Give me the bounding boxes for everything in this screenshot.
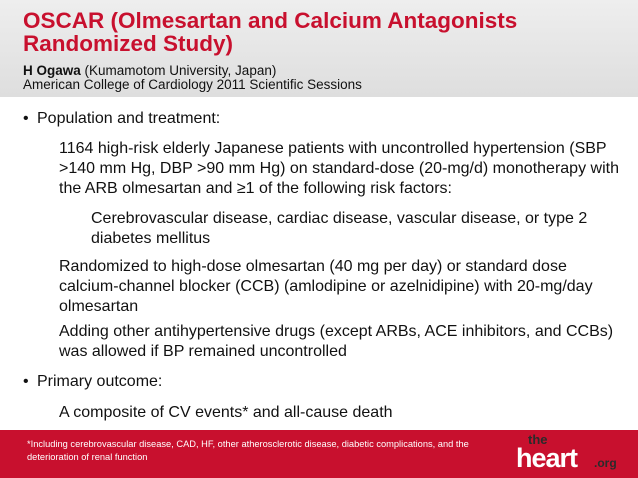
author-affiliation: (Kumamotom University, Japan) — [84, 63, 277, 78]
bullet-text: Primary outcome: — [37, 373, 163, 390]
author-line — [23, 63, 276, 78]
slide-title: OSCAR (Olmesartan and Calcium Antagonists Randomized Study) — [23, 8, 518, 56]
theheart-org-logo — [516, 432, 628, 476]
author-name: H Ogawa — [23, 63, 81, 78]
primary-outcome-paragraph: A composite of CV events* and all-cause death — [59, 404, 393, 421]
bullet-dot: • — [23, 373, 29, 390]
bullet-text: Population and treatment: — [37, 110, 221, 127]
bullet-primary-outcome — [23, 372, 162, 392]
randomization-paragraph: Randomized to high-dose olmesartan (40 mg per day) or standard dose calcium-channel blocker (CCB) (amlodipine or azelnidipine) with 20-mg/day olmesartan — [59, 258, 593, 315]
logo-heart: heart — [516, 443, 578, 473]
logo-org: .org — [594, 456, 617, 470]
slide-footer — [0, 430, 638, 478]
additional-drugs-paragraph: Adding other antihypertensive drugs (except ARBs, ACE inhibitors, and CCBs) was allowed if BP remained uncontrolled — [59, 323, 614, 360]
bullet-population — [23, 109, 220, 129]
footnote: *Including cerebrovascular disease, CAD, HF, other atherosclerotic disease, diabetic complications, and the deterioration of renal function — [27, 439, 469, 462]
bullet-dot: • — [23, 110, 29, 127]
conference-name: American College of Cardiology 2011 Scientific Sessions — [23, 77, 362, 92]
slide-header — [0, 0, 638, 97]
population-paragraph: 1164 high-risk elderly Japanese patients with uncontrolled hypertension (SBP >140 mm Hg, DBP >90 mm Hg) on standard-dose (20-mg/d) monotherapy with the ARB olmesartan and ≥1 of the following risk factors: — [59, 140, 619, 197]
logo-the: the — [528, 432, 548, 447]
risk-factors-paragraph: Cerebrovascular disease, cardiac disease, vascular disease, or type 2 diabetes mellitus — [91, 210, 588, 247]
